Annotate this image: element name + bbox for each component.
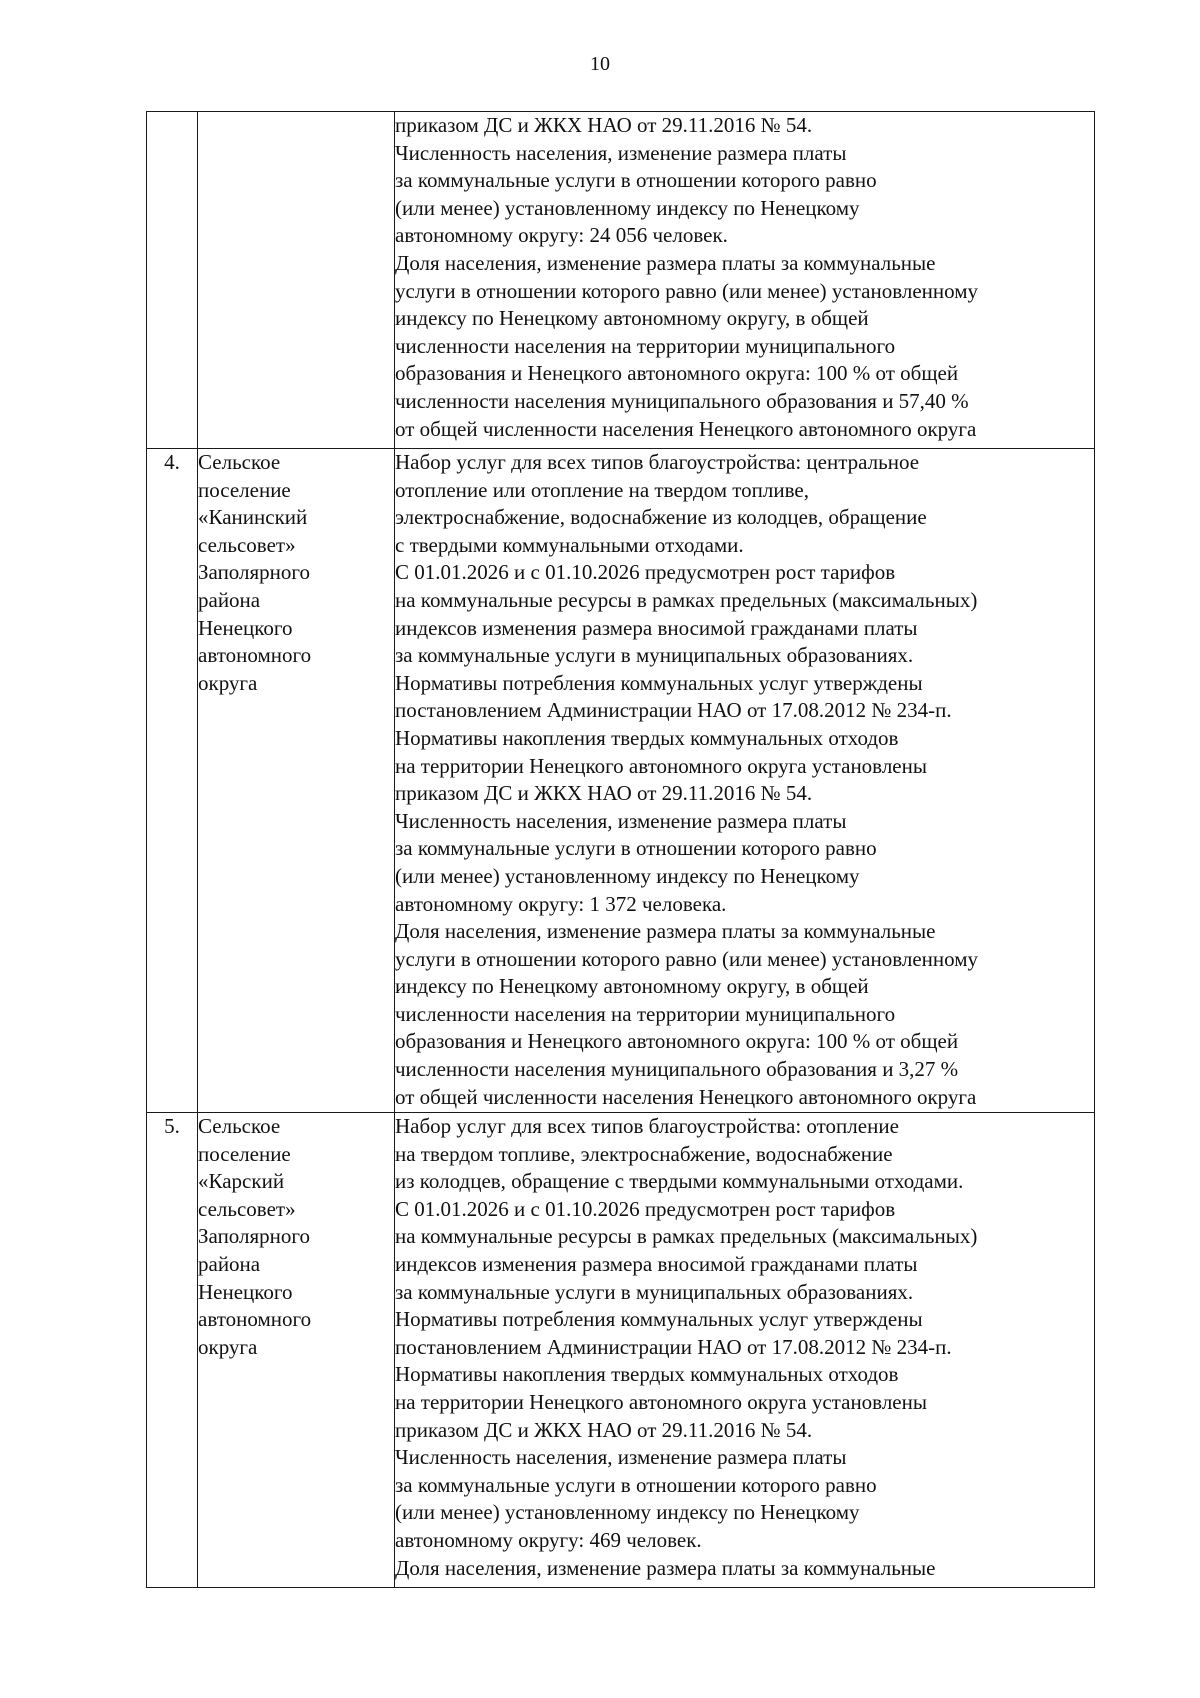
name-line: сельсовет»: [198, 532, 296, 557]
description-line: услуги в отношении которого равно (или менее) установленному: [395, 278, 979, 303]
table-row: [147, 112, 1095, 449]
name-line: Ненецкого: [198, 1279, 293, 1304]
description-line: на коммунальные ресурсы в рамках предельных (максимальных): [395, 1224, 978, 1249]
description-line: за коммунальные услуги в муниципальных образованиях.: [395, 643, 914, 668]
description-line: от общей численности населения Ненецкого автономного округа: [395, 1084, 977, 1109]
table-row: [147, 1113, 1095, 1588]
description-line: С 01.01.2026 и с 01.10.2026 предусмотрен рост тарифов: [395, 560, 896, 585]
name-line: поселение: [198, 477, 291, 502]
name-line: округа: [198, 1334, 258, 1359]
name-line: района: [198, 1251, 261, 1276]
description-line: от общей численности населения Ненецкого автономного округа: [395, 416, 977, 441]
description-line: за коммунальные услуги в отношении которого равно: [395, 1472, 877, 1497]
description-line: индексов изменения размера вносимой гражданами платы: [395, 1251, 918, 1276]
description-line: образования и Ненецкого автономного округа: 100 % от общей: [395, 1029, 959, 1054]
description-line: индексов изменения размера вносимой гражданами платы: [395, 615, 918, 640]
description-line: приказом ДС и ЖКХ НАО от 29.11.2016 № 54.: [395, 113, 813, 137]
description-line: на территории Ненецкого автономного округа установлены: [395, 753, 927, 778]
description-line: электроснабжение, водоснабжение из колодцев, обращение: [395, 505, 927, 530]
description-line: численности населения на территории муниципального: [395, 1001, 896, 1026]
description-line: Численность населения, изменение размера платы: [395, 1445, 847, 1470]
description-line: Доля населения, изменение размера платы за коммунальные: [395, 1555, 936, 1580]
name-line: «Канинский: [198, 505, 308, 530]
row-description: [395, 1113, 1095, 1588]
name-line: Ненецкого: [198, 615, 293, 640]
name-line: округа: [198, 670, 258, 695]
description-line: индексу по Ненецкому автономному округу, в общей: [395, 974, 869, 999]
description-line: Численность населения, изменение размера платы: [395, 808, 847, 833]
description-line: (или менее) установленному индексу по Ненецкому: [395, 1500, 860, 1525]
name-line: автономного: [198, 643, 312, 668]
description-line: автономному округу: 1 372 человека.: [395, 891, 727, 916]
page-number: 10: [590, 53, 610, 75]
name-line: «Карский: [198, 1169, 285, 1194]
description-line: на территории Ненецкого автономного округа установлены: [395, 1389, 927, 1414]
row-number: 5.: [147, 1113, 198, 1588]
description-line: Доля населения, изменение размера платы за коммунальные: [395, 250, 936, 275]
description-line: за коммунальные услуги в муниципальных образованиях.: [395, 1279, 914, 1304]
description-line: численности населения на территории муниципального: [395, 333, 896, 358]
description-line: за коммунальные услуги в отношении которого равно: [395, 168, 877, 193]
name-line: Сельское: [198, 450, 281, 474]
name-line: Заполярного: [198, 1224, 310, 1249]
description-line: с твердыми коммунальными отходами.: [395, 532, 744, 557]
description-line: Доля населения, изменение размера платы за коммунальные: [395, 919, 936, 944]
description-line: С 01.01.2026 и с 01.10.2026 предусмотрен рост тарифов: [395, 1196, 896, 1221]
description-line: на твердом топливе, электроснабжение, водоснабжение: [395, 1141, 893, 1166]
description-line: Нормативы накопления твердых коммунальных отходов: [395, 725, 899, 750]
description-line: на коммунальные ресурсы в рамках предельных (максимальных): [395, 587, 978, 612]
row-description: [395, 449, 1095, 1113]
municipality-table: [146, 111, 1095, 1588]
description-line: (или менее) установленному индексу по Ненецкому: [395, 863, 860, 888]
table-row: [147, 449, 1095, 1113]
description-line: Набор услуг для всех типов благоустройства: центральное: [395, 450, 920, 474]
name-line: Сельское: [198, 1114, 281, 1138]
description-line: отопление или отопление на твердом топливе,: [395, 477, 809, 502]
description-line: приказом ДС и ЖКХ НАО от 29.11.2016 № 54.: [395, 781, 813, 806]
description-line: численности населения муниципального образования и 3,27 %: [395, 1057, 959, 1082]
description-line: услуги в отношении которого равно (или менее) установленному: [395, 946, 979, 971]
description-line: приказом ДС и ЖКХ НАО от 29.11.2016 № 54.: [395, 1417, 813, 1442]
description-line: Набор услуг для всех типов благоустройства: отопление: [395, 1114, 899, 1138]
name-line: Заполярного: [198, 560, 310, 585]
name-line: поселение: [198, 1141, 291, 1166]
row-number: [147, 112, 198, 449]
row-number: 4.: [147, 449, 198, 1113]
municipality-name: [198, 1113, 395, 1588]
description-line: индексу по Ненецкому автономному округу, в общей: [395, 306, 869, 331]
description-line: постановлением Администрации НАО от 17.08.2012 № 234-п.: [395, 1334, 952, 1359]
description-line: постановлением Администрации НАО от 17.08.2012 № 234-п.: [395, 698, 952, 723]
row-description: [395, 112, 1095, 449]
description-line: из колодцев, обращение с твердыми коммунальными отходами.: [395, 1169, 964, 1194]
description-line: (или менее) установленному индексу по Ненецкому: [395, 195, 860, 220]
description-line: Нормативы накопления твердых коммунальных отходов: [395, 1362, 899, 1387]
description-line: образования и Ненецкого автономного округа: 100 % от общей: [395, 361, 959, 386]
name-line: сельсовет»: [198, 1196, 296, 1221]
name-line: автономного: [198, 1307, 312, 1332]
description-line: автономному округу: 469 человек.: [395, 1527, 702, 1552]
description-line: автономному округу: 24 056 человек.: [395, 223, 728, 248]
description-line: Нормативы потребления коммунальных услуг утверждены: [395, 670, 923, 695]
description-line: Нормативы потребления коммунальных услуг утверждены: [395, 1307, 923, 1332]
municipality-name: [198, 112, 395, 449]
description-line: за коммунальные услуги в отношении которого равно: [395, 836, 877, 861]
description-line: Численность населения, изменение размера платы: [395, 140, 847, 165]
description-line: численности населения муниципального образования и 57,40 %: [395, 388, 969, 413]
municipality-name: [198, 449, 395, 1113]
name-line: района: [198, 587, 261, 612]
